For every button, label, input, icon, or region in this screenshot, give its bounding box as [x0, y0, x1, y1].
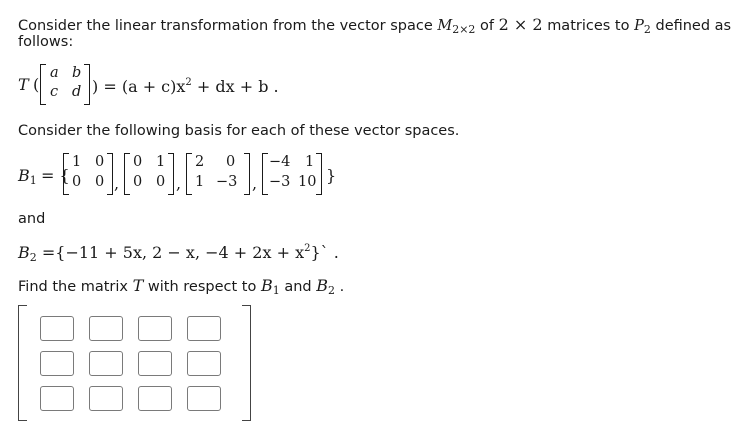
answer-row-3: [40, 386, 221, 411]
question-text: Find the matrix T with respect to $B_1$ and $B_2$ .: [18, 276, 345, 297]
answer-input-r3c4[interactable]: [187, 386, 221, 411]
basis-intro: Consider the following basis for each of these vector spaces.: [18, 123, 460, 139]
answer-input-r1c3[interactable]: [138, 316, 172, 341]
answer-input-r1c2[interactable]: [89, 316, 123, 341]
answer-input-r2c4[interactable]: [187, 351, 221, 376]
intro-line-2: follows:: [18, 34, 74, 50]
basis-B2: $B_2 =\{-11 + 5x$, 2 − x, $-4 + 2x + x^2\}`$ .: [18, 243, 339, 264]
answer-input-r2c1[interactable]: [40, 351, 74, 376]
space-P: $P_2$: [634, 18, 651, 36]
intro-text: Consider the linear transformation from the vector space: [18, 18, 433, 34]
answer-input-r3c2[interactable]: [89, 386, 123, 411]
basis-B1-matrix-2: 0 1 0 0: [124, 153, 174, 195]
answer-left-bracket: [18, 305, 27, 421]
transform-T: T: [18, 75, 29, 94]
space-M: $M_{2\times 2}$: [437, 18, 476, 36]
answer-row-1: [40, 316, 221, 341]
answer-input-r1c1[interactable]: [40, 316, 74, 341]
answer-input-r1c4[interactable]: [187, 316, 221, 341]
basis-B1-matrix-3: 2 0 1 −3: [186, 153, 250, 195]
answer-input-r2c3[interactable]: [138, 351, 172, 376]
definition-matrix: a b c d: [40, 64, 90, 105]
basis-B1-matrix-4: −4 1 −3 10: [262, 153, 322, 195]
answer-input-r2c2[interactable]: [89, 351, 123, 376]
basis-B1-eq: = {: [41, 166, 70, 185]
open-paren: (: [33, 75, 40, 94]
answer-row-2: [40, 351, 221, 376]
and-text: and: [18, 211, 46, 227]
answer-input-r3c3[interactable]: [138, 386, 172, 411]
answer-matrix: [40, 316, 221, 421]
basis-B1-matrix-1: 1 0 0 0: [63, 153, 113, 195]
answer-right-bracket: [242, 305, 251, 421]
answer-input-r3c1[interactable]: [40, 386, 74, 411]
definition-rhs: ) = $(a + c)x^2$ + dx + b .: [92, 77, 279, 96]
basis-B1-label: $B_1$: [18, 166, 37, 187]
intro-line-1: Consider the linear transformation from the vector space $M_{2\times 2}$ of 2 × 2 matrices to $P_2$ defined as: [18, 15, 731, 36]
matrix-dims: 2 × 2: [498, 15, 543, 34]
